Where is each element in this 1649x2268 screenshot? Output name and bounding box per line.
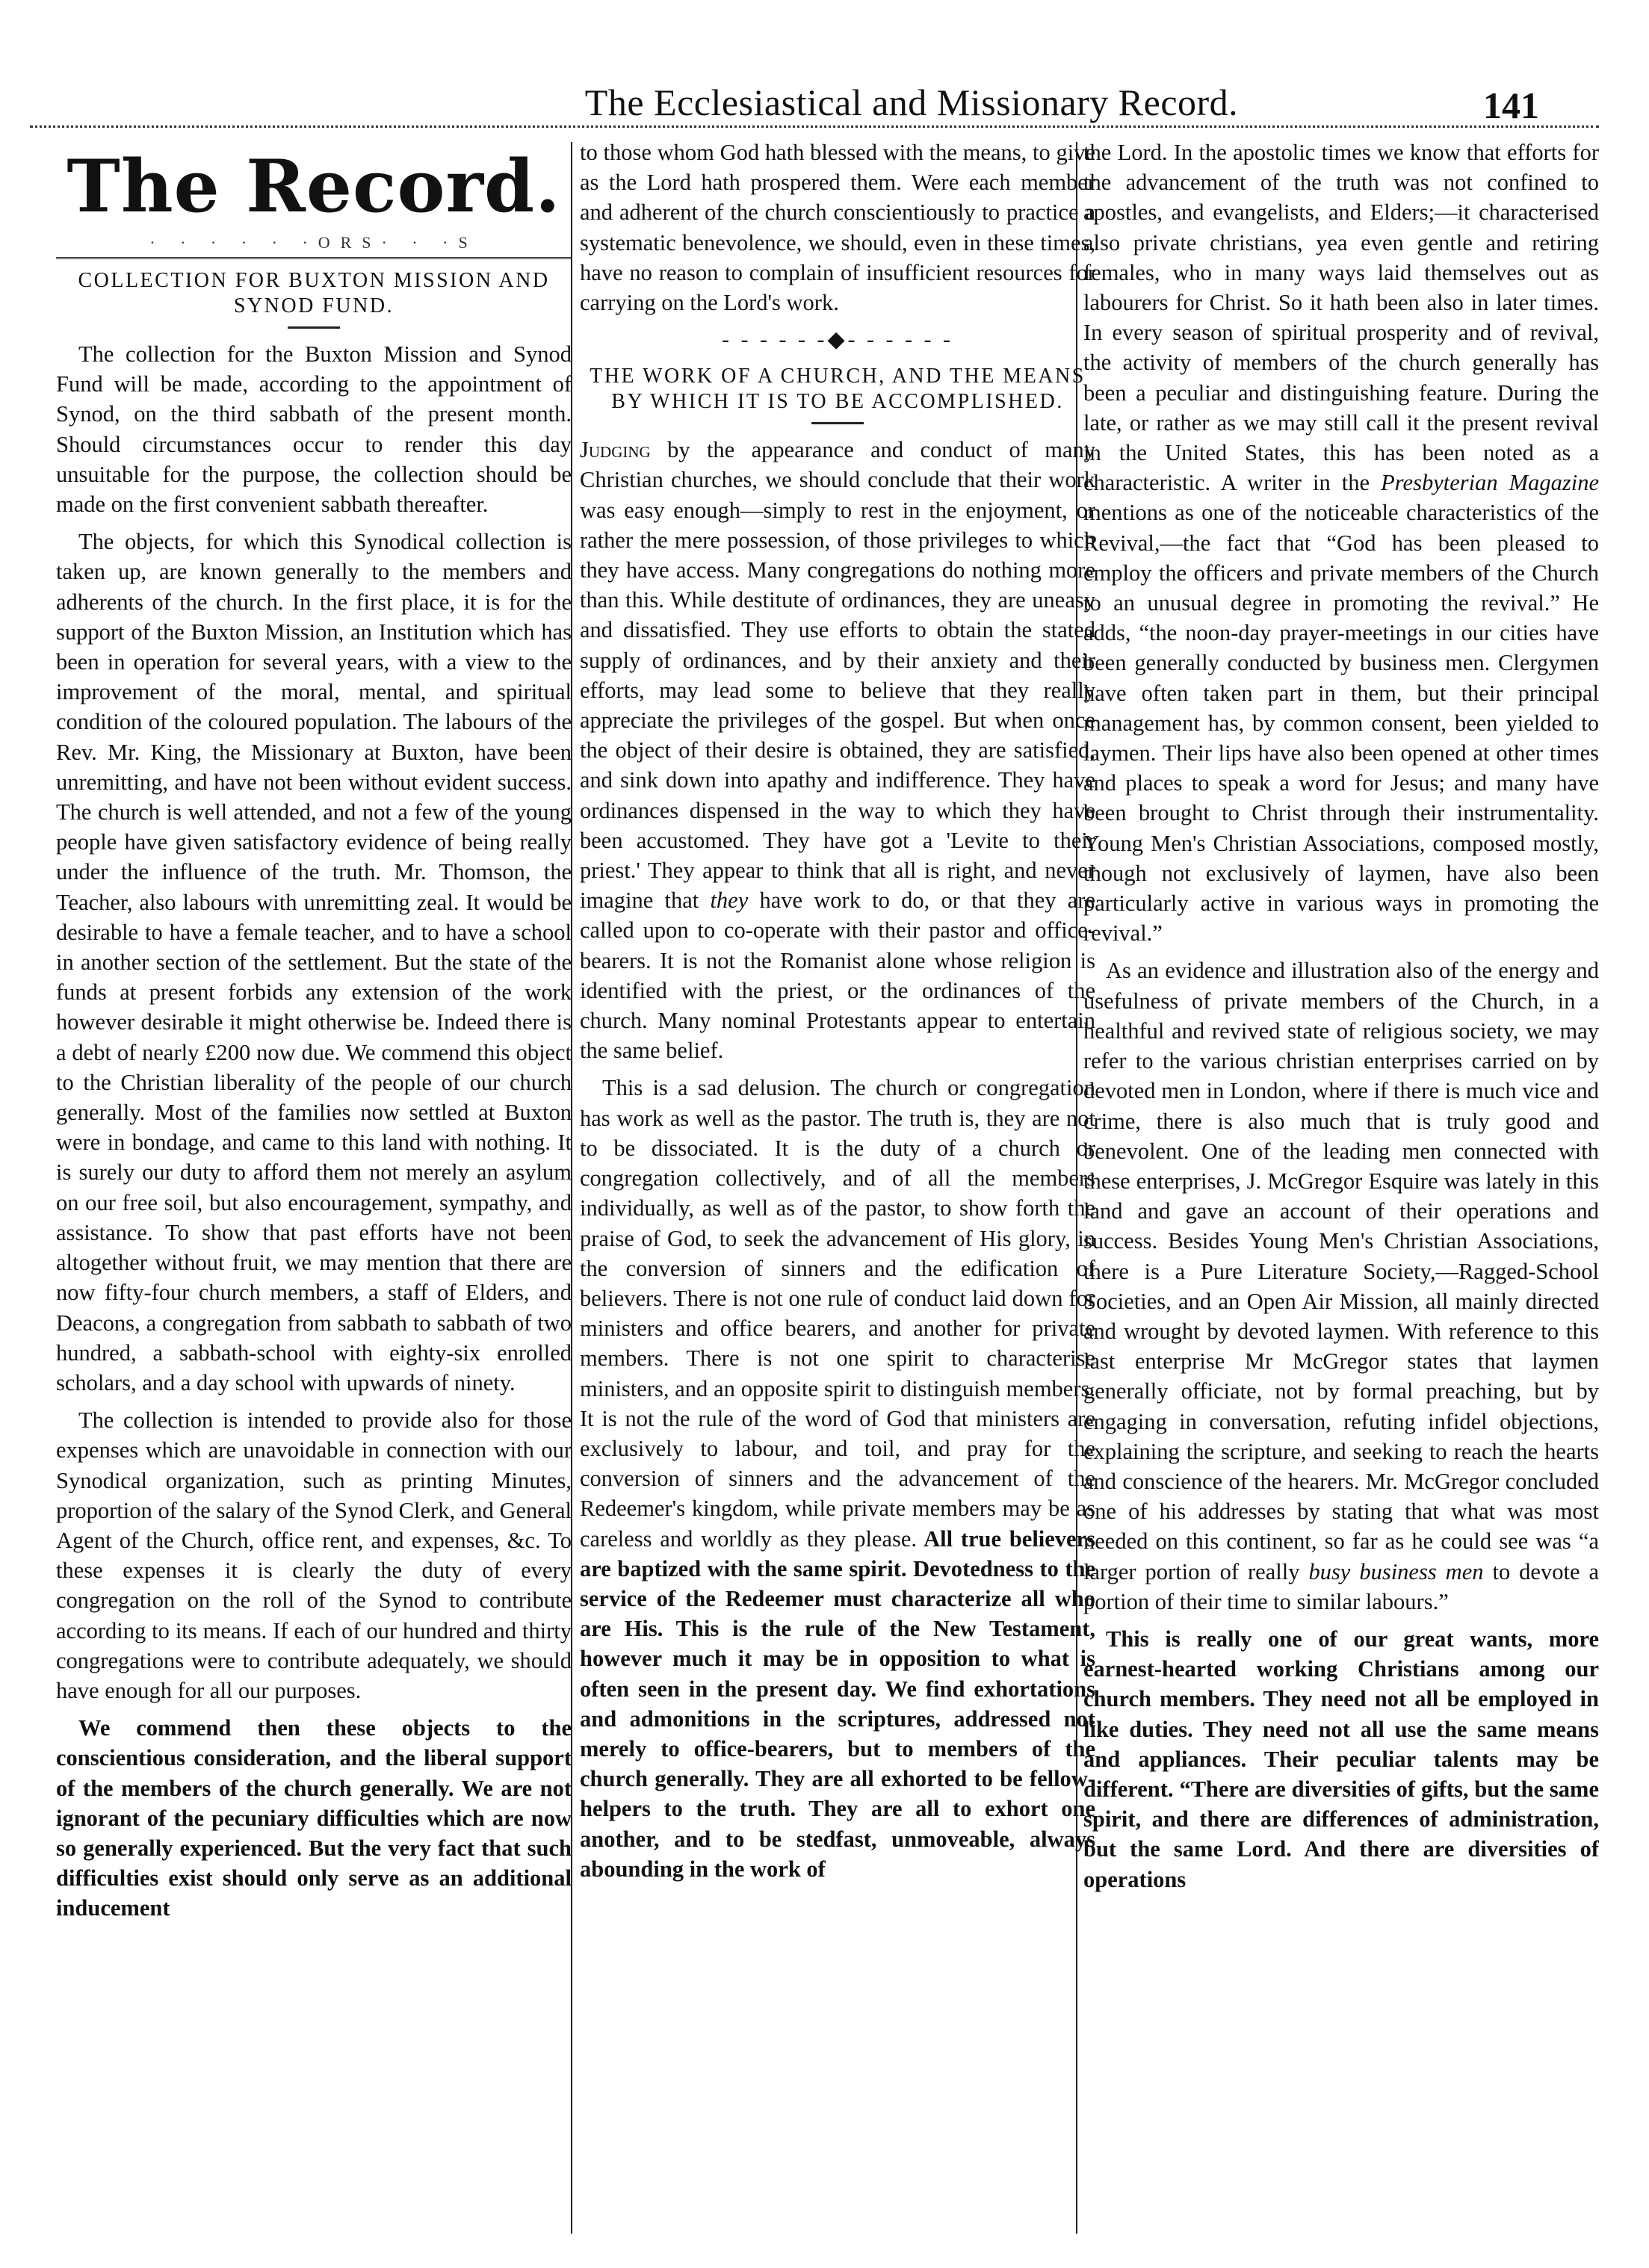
paragraph: [580, 1073, 1095, 1883]
column-3: [1083, 134, 1599, 2241]
journal-title: The Ecclesiastical and Missionary Record.: [584, 81, 1239, 123]
lead-word: Judging: [580, 437, 651, 463]
paragraph: [580, 435, 1095, 1065]
paragraph: The collection is intended to provide also for those expenses which are unavoidable in connection with our Synodical organization, such as printing Minutes, proportion of the salary of the Synod Clerk, and General Agent of the Church, office rent, and expenses, &c. To these expenses it is clearly the duty of every congregation on the roll of the Synod to contribute according to its means. If each of our hundred and thirty congregations were to contribute adequately, we should have enough for all our purposes.: [56, 1407, 572, 1703]
continued-paragraph: to those whom God hath blessed with the means, to give as the Lord hath prospered them. Were each member and adherent of the church conscientiously to practice a systematic benevolence, we should, even in these times, have no reason to complain of insufficient resources for carrying on the Lord's work.: [580, 140, 1095, 316]
paragraph: The collection for the Buxton Mission and Synod Fund will be made, according to the appointment of Synod, on the third sabbath of the present month. Should circumstances occur to render this day unsuitable for the purpose, the collection should be made on the first convenient sabbath thereafter.: [56, 341, 572, 518]
emphasis: busy business men: [1308, 1558, 1484, 1584]
masthead-subline: · · · · · ·ORS· · ·S: [56, 232, 572, 259]
column-2: [580, 134, 1095, 2241]
text-run: All true believers are baptized with the same spirit. Devotedness to the service of the Redeemer must characterize all who are His. This is the rule of the New Testament, however much it may be in opposition to what is often seen in the present day. We find exhortations and admonitions in the scriptures, addressed not merely to office-bearers, but to members of the church generally. They are all exhorted to be fellow-helpers to the truth. They are all to exhort one another, and to be stedfast, unmoveable, always abounding in the work of: [580, 1525, 1095, 1882]
text-run: to devote a portion of their time to similar labours.”: [1083, 1558, 1599, 1614]
masthead: The Record.: [66, 144, 561, 229]
text-run: have work to do, or that they are called upon to co-operate with their pastor and office-bearers. It is not the Romanist alone whose religion is identified with the priest, or the ordinances of the church. Many nominal Protestants appear to entertain the same belief.: [580, 887, 1095, 1064]
emphasis: they: [710, 887, 749, 914]
running-head: [134, 81, 1554, 128]
text-run: the Lord. In the apostolic times we know that efforts for the advancement of the truth was not confined to apostles, and evangelists, and Elders;—it characterised also private christians, yea even gentle and retiring females, who in many ways laid themselves out as labourers for Christ. So it hath been also in later times. In every season of spiritual prosperity and of revival, the activity of members of the church generally has been a peculiar and distinguishing feature. During the late, or rather as we may still call it the present revival in the United States, this has been noted as a characteristic. A writer in the: [1083, 140, 1599, 496]
section-ornament: - - - - - -◆- - - - - -: [722, 327, 953, 353]
continued-paragraph: [1083, 137, 1599, 948]
page-number: 141: [1483, 84, 1539, 126]
paragraph: We commend then these objects to the conscientious consideration, and the liberal support of the members of the church generally. We are not ignorant of the pecuniary difficulties which are now so generally experienced. But the very fact that such difficulties exist should only serve as an additional inducement: [56, 1715, 572, 1921]
heading-rule: [288, 326, 340, 329]
heading-rule: [811, 422, 864, 424]
text-run: As an evidence and illustration also of the energy and usefulness of private members of the Church, in a healthful and revived state of religious society, we may refer to the various christian enterprises carried on by devoted men in London, where if there is much vice and crime, there is also much that is truly good and benevolent. One of the leading men connected with these enterprises, J. McGregor Esquire was lately in this land and gave an account of their operations and success. Besides Young Men's Christian Associations, there is a Pure Literature Society,—Ragged-School Societies, and an Open Air Mission, all mainly directed and wrought by devoted laymen. With reference to this last enterprise Mr McGregor states that laymen generally officiate, not by formal preaching, but by engaging in conversation, refuting infidel objections, explaining the scripture, and seeking to reach the hearts and conscience of the hearers. Mr. McGregor concluded one of his addresses by stating that what was most needed on this continent, so far as he could see was “a larger portion of really: [1083, 958, 1599, 1584]
paragraph: The objects, for which this Synodical collection is taken up, are known generally to the members and adherents of the church. In the first place, it is for the support of the Buxton Mission, an Institution which has been in operation for several years, with a view to the improvement of the moral, mental, and spiritual condition of the coloured population. The labours of the Rev. Mr. King, the Missionary at Buxton, have been unremitting, and have not been without evident success. The church is well attended, and not a few of the young people have given satisfactory evidence of being really under the influence of the truth. Mr. Thomson, the Teacher, also labours with unremitting zeal. It would be desirable to have a female teacher, and to have a school in another section of the settlement. But the state of the funds at present forbids any extension of the work however desirable it might otherwise be. Indeed there is a debt of nearly £200 now due. We commend this object to the Christian liberality of the people of our church generally. Most of the families now settled at Buxton were in bondage, and came to this land with nothing. It is surely our duty to afford them not merely an asylum on our free soil, but also encouragement, sympathy, and assistance. To show that past efforts have not been altogether without fruit, we may mention that there are now fifty-four church members, a staff of Elders, and Deacons, a congregation from sabbath to sabbath of two hundred, a sabbath-school with eighty-six enrolled scholars, and a day school with upwards of ninety.: [56, 529, 572, 1395]
article-heading-work-of-church: THE WORK OF A CHURCH, AND THE MEANS BY WHICH IT IS TO BE ACCOMPLISHED.: [590, 365, 1086, 414]
text-run: mentions as one of the noticeable characteristics of the Revival,—the fact that “God has been pleased to employ the officers and private members of the Church to an unusual degree in promoting the revival.” He adds, “the noon-day prayer-meetings in our cities have been generally conducted by business men. Clergymen have often taken part in them, but their principal management has, by common consent, been yielded to laymen. Their lips have also been opened at other times and places to speak a word for Jesus; and many have been brought to Christ through their instrumentality. Young Men's Christian Associations, composed mostly, though not exclusively of laymen, have also been particularly active in various ways in promoting the revival.”: [1083, 500, 1599, 946]
paragraph: [1083, 955, 1599, 1616]
header-rule: [30, 126, 1599, 128]
paragraph: This is really one of our great wants, more earnest-hearted working Christians among our church members. They need not all be employed in like duties. They need not all use the same means and appliances. Their peculiar talents may be different. “There are diversities of gifts, but the same spirit, and there are differences of administration, but the same Lord. And there are diversities of operations: [1083, 1626, 1599, 1892]
text-run: by the appearance and conduct of many Christian churches, we should conclude that their work was easy enough—simply to rest in the enjoyment, or rather the mere possession, of those privileges to which they have access. Many congregations do nothing more than this. While destitute of ordinances, they are uneasy and dissatisfied. They use efforts to obtain the stated supply of ordinances, and by their anxiety and their efforts, may lead some to believe that they really appreciate the privileges of the gospel. But when once the object of their desire is obtained, they are satisfied, and sink down into apathy and indifference. They have ordinances dispensed in the way to which they have been accustomed. They have got a 'Levite to their priest.' They appear to think that all is right, and never imagine that: [580, 437, 1095, 914]
column-1: [56, 134, 572, 2241]
emphasis: Presbyterian Magazine: [1381, 470, 1599, 496]
text-run: This is a sad delusion. The church or congregation has work as well as the pastor. The truth is, they are not to be dissociated. It is the duty of a church or congregation collectively, and of all the members individually, as well as of the pastor, to show forth the praise of God, to seek the advancement of His glory, in the conversion of sinners and the edification of believers. There is not one rule of conduct laid down for ministers and office bearers, and another for private members. There is not one spirit to characterise ministers, and an opposite spirit to distinguish members. It is not the rule of the word of God that ministers are exclusively to labour, and toil, and pray for the conversion of sinners and the advancement of the Redeemer's kingdom, while private members may be as careless and worldly as they please.: [580, 1075, 1095, 1552]
article-heading-buxton: COLLECTION FOR BUXTON MISSION AND SYNOD FUND.: [78, 269, 550, 317]
